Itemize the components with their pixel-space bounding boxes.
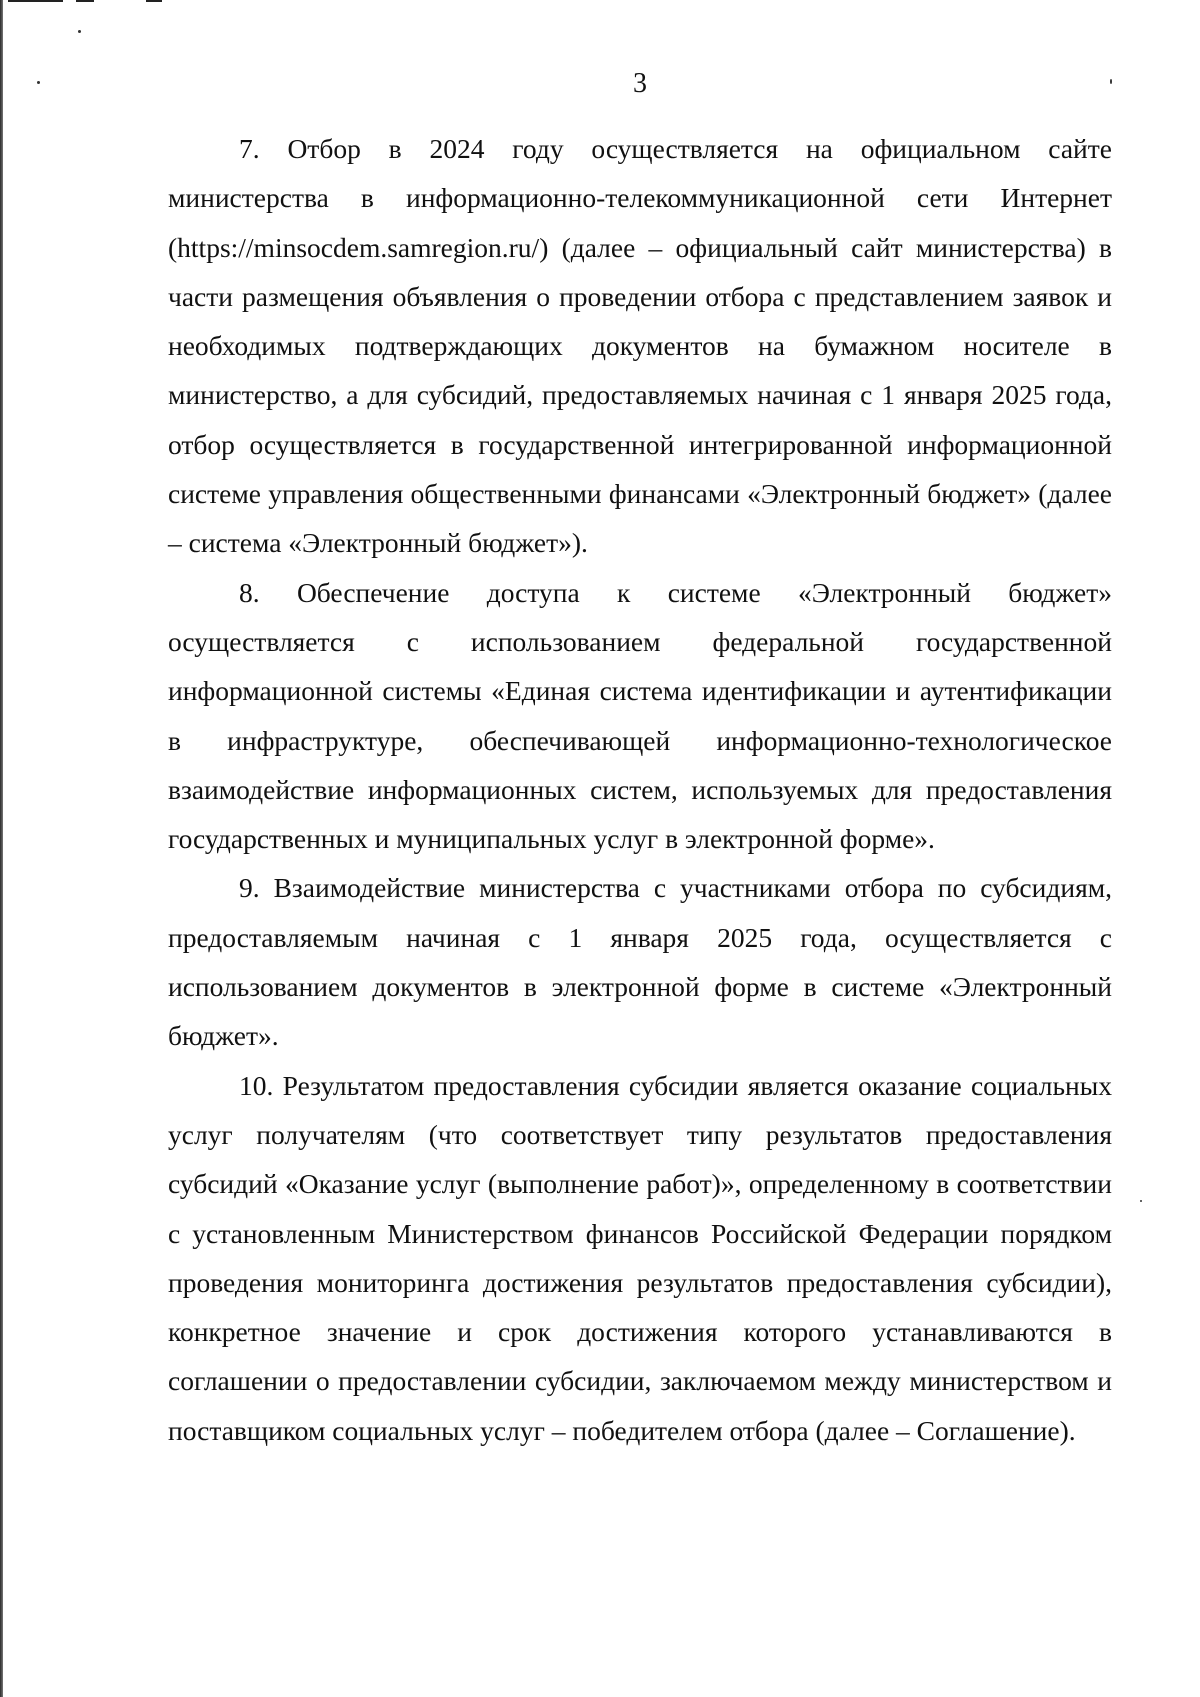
scan-speck [78,30,81,33]
paragraph-8: 8. Обеспечение доступа к системе «Электронный бюджет» осуществляется с использованием федеральной государственной информационной системы «Единая система идентификации и аутентификации в инфраструктуре, обеспечивающей информационно-технологическое взаимодействие информационных систем, используемых для предоставления государственных и муниципальных услуг в электронной форме». [168,576,1112,855]
paragraph-10: 10. Результатом предоставления субсидии является оказание социальных услуг получателям (что соответствует типу результатов предоставления субсидий «Оказание услуг (выполнение работ)», определенному в соответствии с установленным Министерством финансов Российской Федерации порядком проведения мониторинга достижения результатов предоставления субсидии), конкретное значение и срок достижения которого устанавливаются в соглашении о предоставлении субсидии, заключаемом между министерством и поставщиком социальных услуг – победителем отбора (далее – Соглашение). [168,1069,1112,1446]
paragraph-9: 9. Взаимодействие министерства с участниками отбора по субсидиям, предоставляемым начиная с 1 января 2025 года, осуществляется с использованием документов в электронной форме в системе «Электронный бюджет». [168,872,1112,1052]
scan-left-edge [0,0,3,1697]
scan-top-mark [76,0,94,2]
paragraph-7: 7. Отбор в 2024 году осуществляется на официальном сайте министерства в информационно-телекоммуникационной сети Интернет (https://minsocdem.samregion.ru/) (далее – официальный сайт министерства) в части размещения объявления о проведении отбора с представлением заявок и необходимых подтверждающих документов на бумажном носителе в министерство, а для субсидий, предоставляемых начиная с 1 января 2025 года, отбор осуществляется в государственной интегрированной информационной системе управления общественными финансами «Электронный бюджет» (далее – система «Электронный бюджет»). [168,133,1112,559]
page-number: 3 [633,68,647,99]
scan-top-mark [146,0,162,2]
scan-top-mark [8,0,63,2]
scan-speck [1140,1200,1142,1202]
document-body [168,124,1112,1455]
